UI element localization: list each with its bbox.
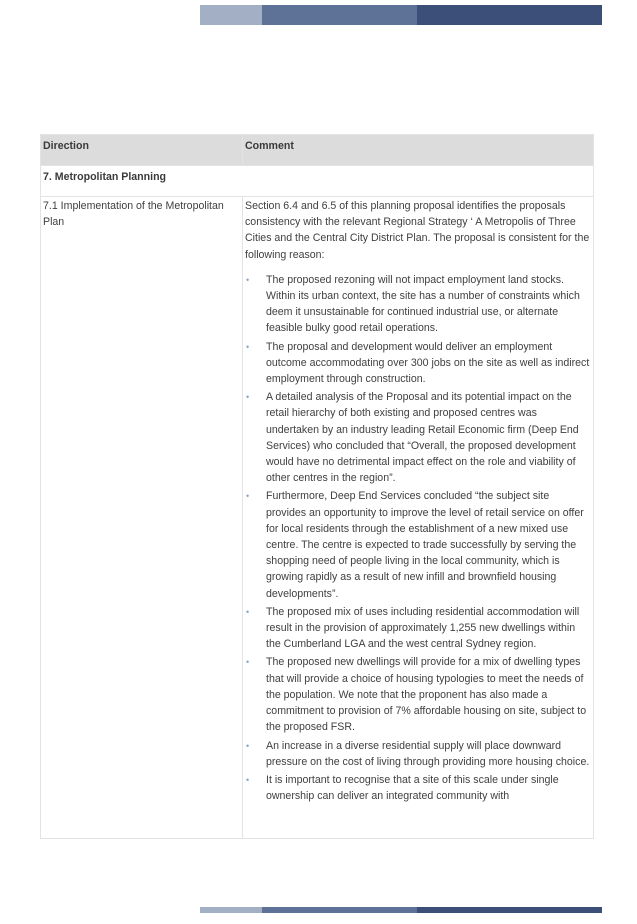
list-item-text: The proposed new dwellings will provide for a mix of dwelling types that will provide a choice of housing typologies to meet the needs of the population. We note that the proponent has also made a commitment to provision of 7% affordable housing on site, subject to the proposed FSR.	[266, 656, 587, 734]
list-item	[245, 772, 591, 804]
bullet-icon: •	[246, 392, 250, 403]
list-item-text: The proposed rezoning will not impact employment land stocks. Within its urban context, the site has a number of constraints which deem it unsustainable for continued industrial use, or alternate feasible bulky good retail operations.	[266, 273, 580, 335]
header-decorative-bar	[200, 5, 602, 25]
bar-segment-dark	[417, 5, 602, 25]
bullet-icon: •	[246, 491, 250, 502]
bar-segment-mid	[262, 907, 417, 913]
section-row	[41, 166, 594, 197]
table-header-row	[41, 135, 594, 166]
bar-segment-mid	[262, 5, 417, 25]
list-item	[245, 389, 591, 486]
list-item-text: The proposed mix of uses including residential accommodation will result in the provision of approximately 1,255 new dwellings within the Cumberland LGA and the west central Sydney region.	[266, 605, 580, 651]
list-item	[245, 654, 591, 735]
list-item-text: A detailed analysis of the Proposal and its potential impact on the retail hierarchy of both existing and proposed centres was undertaken by an industry leading Retail Economic firm (Deep End Services) who concluded that “Overall, the proposed development would have no detrimental impact effect on the role and viability of other centres in the region”.	[266, 391, 579, 485]
list-item	[245, 604, 591, 653]
bar-segment-light	[200, 5, 262, 25]
bullet-icon: •	[246, 274, 250, 285]
list-item	[245, 339, 591, 388]
bullet-icon: •	[246, 740, 250, 751]
header-direction: Direction	[41, 135, 243, 166]
list-item-text: Furthermore, Deep End Services concluded “the subject site provides an opportunity to improve the level of retail service on offer for local residents through the establishment of a new mixed use centre. The centre is expected to trade successfully by serving the shopping need of people living in the local community, which is growing rapidly as a result of new infill and brownfield housing developments”.	[266, 490, 584, 600]
comment-cell	[243, 197, 594, 839]
list-item-text: The proposal and development would deliver an employment outcome accommodating over 300 jobs on the site as well as indirect employment through construction.	[266, 340, 590, 386]
list-item-text: An increase in a diverse residential supply will place downward pressure on the cost of living through providing more housing choice.	[266, 739, 590, 768]
comment-intro: Section 6.4 and 6.5 of this planning proposal identifies the proposals consistency with the relevant Regional Strategy ‘ A Metropolis of Three Cities and the Central City District Plan. The proposal is consistent for the following reason:	[245, 200, 590, 261]
list-item	[245, 272, 591, 337]
bullet-icon: •	[246, 606, 250, 617]
section-title: 7. Metropolitan Planning	[41, 166, 594, 197]
footer-decorative-bar	[200, 907, 602, 913]
bullet-icon: •	[246, 341, 250, 352]
list-item	[245, 738, 591, 770]
list-item-text: It is important to recognise that a site of this scale under single ownership can deliver an integrated community with	[266, 773, 559, 803]
direction-comment-table	[40, 134, 594, 839]
direction-cell: 7.1 Implementation of the Metropolitan Plan	[41, 197, 243, 839]
header-comment: Comment	[243, 135, 594, 166]
comment-bullet-list	[245, 272, 591, 805]
table-row	[41, 197, 594, 839]
bar-segment-light	[200, 907, 262, 913]
bullet-icon: •	[246, 774, 250, 785]
bullet-icon: •	[246, 657, 250, 668]
bar-segment-dark	[417, 907, 602, 913]
list-item	[245, 488, 591, 601]
